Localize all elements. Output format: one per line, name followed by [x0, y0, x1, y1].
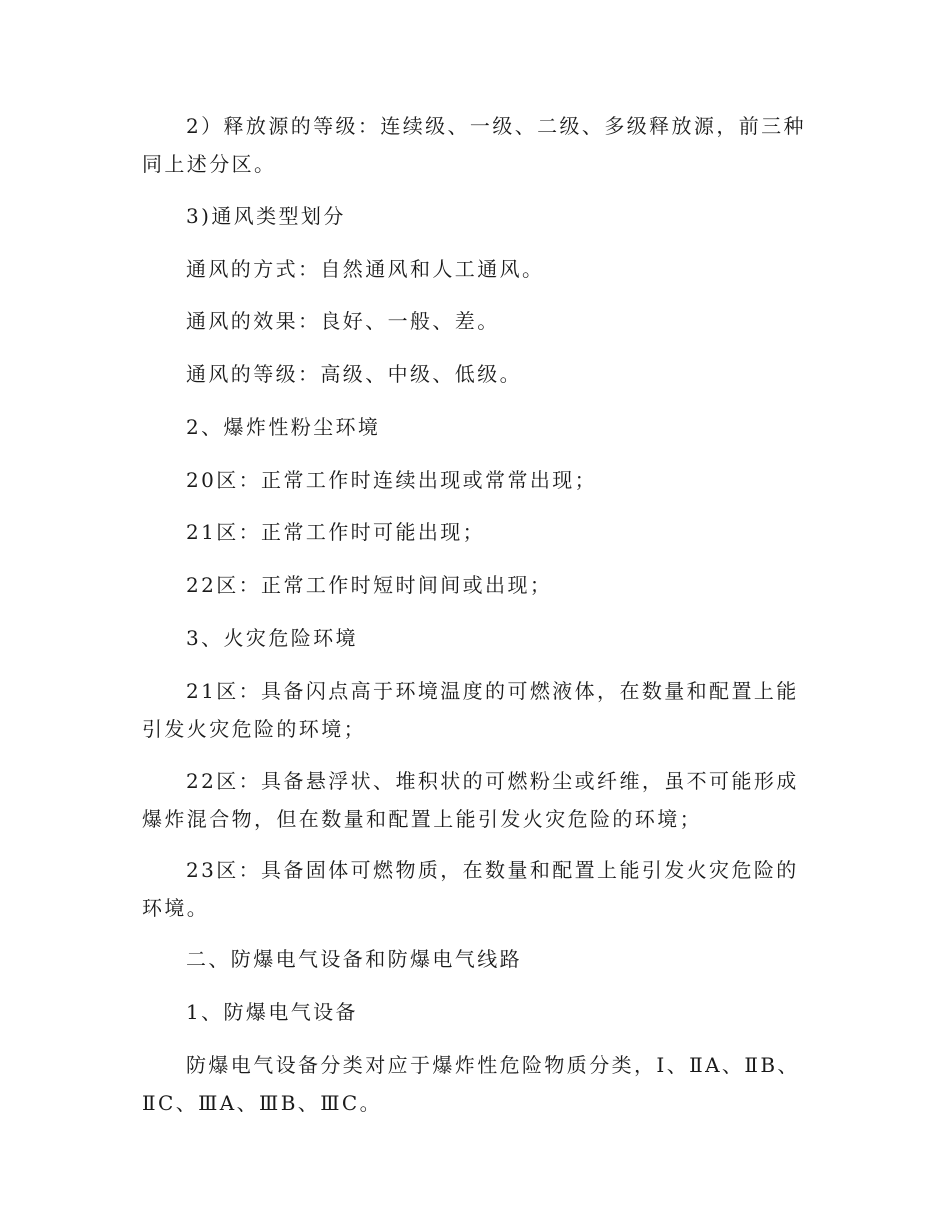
paragraph-ventilation-type-heading: 3)通风类型划分: [186, 204, 346, 228]
paragraph-zone-23-fire: 23区：具备固体可燃物质，在数量和配置上能引发火灾危险的环境。: [142, 858, 799, 920]
paragraph-release-source-grades: 2）释放源的等级：连续级、一级、二级、多级释放源，前三种同上述分区。: [142, 114, 806, 176]
paragraph-zone-21-fire: 21区：具备闪点高于环境温度的可燃液体，在数量和配置上能引发火灾危险的环境；: [142, 679, 799, 741]
paragraph-ventilation-method: 通风的方式：自然通风和人工通风。: [186, 257, 545, 281]
paragraph-zone-22-dust: 22区：正常工作时短时间间或出现；: [186, 573, 553, 597]
paragraph-section-two-heading: 二、防爆电气设备和防爆电气线路: [186, 947, 522, 971]
paragraph-ventilation-grade: 通风的等级：高级、中级、低级。: [186, 362, 522, 386]
paragraph-zone-20: 20区：正常工作时连续出现或常常出现；: [186, 468, 598, 492]
paragraph-zone-22-fire: 22区：具备悬浮状、堆积状的可燃粉尘或纤维，虽不可能形成爆炸混合物，但在数量和配置上能引发火灾危险的环境；: [142, 769, 799, 831]
paragraph-zone-21-dust: 21区：正常工作时可能出现；: [186, 520, 486, 544]
paragraph-explosion-proof-equipment-heading: 1、防爆电气设备: [186, 1000, 358, 1024]
paragraph-dust-environment-heading: 2、爆炸性粉尘环境: [186, 415, 381, 439]
paragraph-ventilation-effect: 通风的效果：良好、一般、差。: [186, 309, 500, 333]
paragraph-fire-hazard-heading: 3、火灾危险环境: [186, 626, 358, 650]
paragraph-equipment-classification: 防爆电气设备分类对应于爆炸性危险物质分类，Ⅰ、ⅡA、ⅡB、ⅡC、ⅢA、ⅢB、ⅢC。: [142, 1053, 800, 1115]
